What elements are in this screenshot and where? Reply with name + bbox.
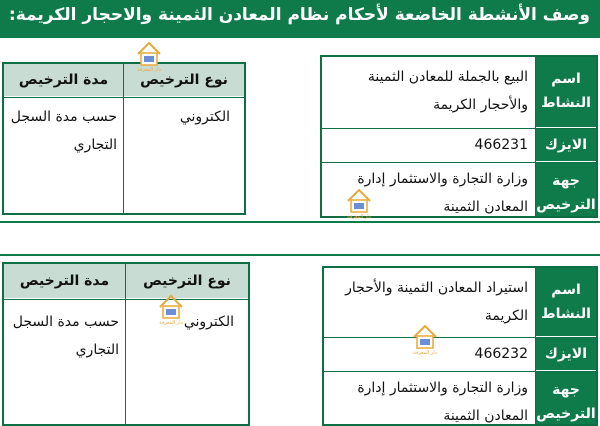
- row-divider: [4, 97, 244, 98]
- license-type-value: الكتروني: [179, 109, 230, 125]
- isic-value: 466232: [474, 346, 528, 362]
- licensing-authority-value: وزارة التجارة والاستثمار إدارة المعادن الثمينة: [357, 380, 528, 424]
- license-type-header: نوع الترخيص: [126, 264, 248, 298]
- activity-2-info-table: [322, 266, 598, 426]
- watermark-text: دار المعرفة: [347, 214, 371, 220]
- watermark-logo-icon: [158, 293, 184, 327]
- watermark-logo-icon: [412, 323, 438, 357]
- column-divider: [535, 268, 536, 426]
- row-divider: [320, 128, 596, 129]
- column-divider: [125, 264, 126, 426]
- licensing-authority-value: وزارة التجارة والاستثمار إدارة المعادن الثمينة: [357, 171, 528, 215]
- license-duration-header: مدة الترخيص: [4, 264, 125, 298]
- isic-value: 466231: [474, 137, 528, 153]
- licensing-authority-label: جهة الترخيص: [536, 163, 596, 218]
- isic-label: الايزك: [536, 129, 596, 161]
- activity-2-license-table: [2, 262, 250, 426]
- row-divider: [320, 162, 596, 163]
- page-title: وصف الأنشطة الخاضعة لأحكام نظام المعادن الثمينة والاحجار الكريمة:: [0, 0, 600, 38]
- license-type-value: الكتروني: [183, 314, 234, 330]
- license-duration-value: حسب مدة السجل التجاري: [10, 109, 117, 153]
- watermark-text: دار المعرفة: [159, 320, 183, 326]
- activity-name-value: استيراد المعادن الثمينة والأحجار الكريمة: [345, 280, 528, 324]
- row-divider: [322, 337, 596, 338]
- activity-name-label: اسم النشاط: [536, 268, 596, 336]
- watermark-text: دار المعرفة: [137, 67, 161, 73]
- license-duration-header: مدة الترخيص: [4, 64, 123, 96]
- activity-name-label: اسم النشاط: [536, 57, 596, 127]
- row-divider: [322, 371, 596, 372]
- column-divider: [535, 57, 536, 218]
- license-type-header: نوع الترخيص: [124, 64, 244, 96]
- watermark-logo-icon: [136, 40, 162, 74]
- separator-band: [0, 221, 600, 223]
- column-divider: [123, 64, 124, 215]
- watermark-text: دار المعرفة: [413, 350, 437, 356]
- activity-1-license-table: [2, 62, 246, 215]
- row-divider: [4, 299, 248, 300]
- activity-name-value: البيع بالجملة للمعادن الثمينة والأحجار الكريمة: [367, 69, 528, 113]
- licensing-authority-label: جهة الترخيص: [536, 372, 596, 426]
- isic-label: الايزك: [536, 338, 596, 370]
- separator-band: [0, 254, 600, 256]
- watermark-logo-icon: [346, 187, 372, 221]
- license-duration-value: حسب مدة السجل التجاري: [12, 314, 119, 358]
